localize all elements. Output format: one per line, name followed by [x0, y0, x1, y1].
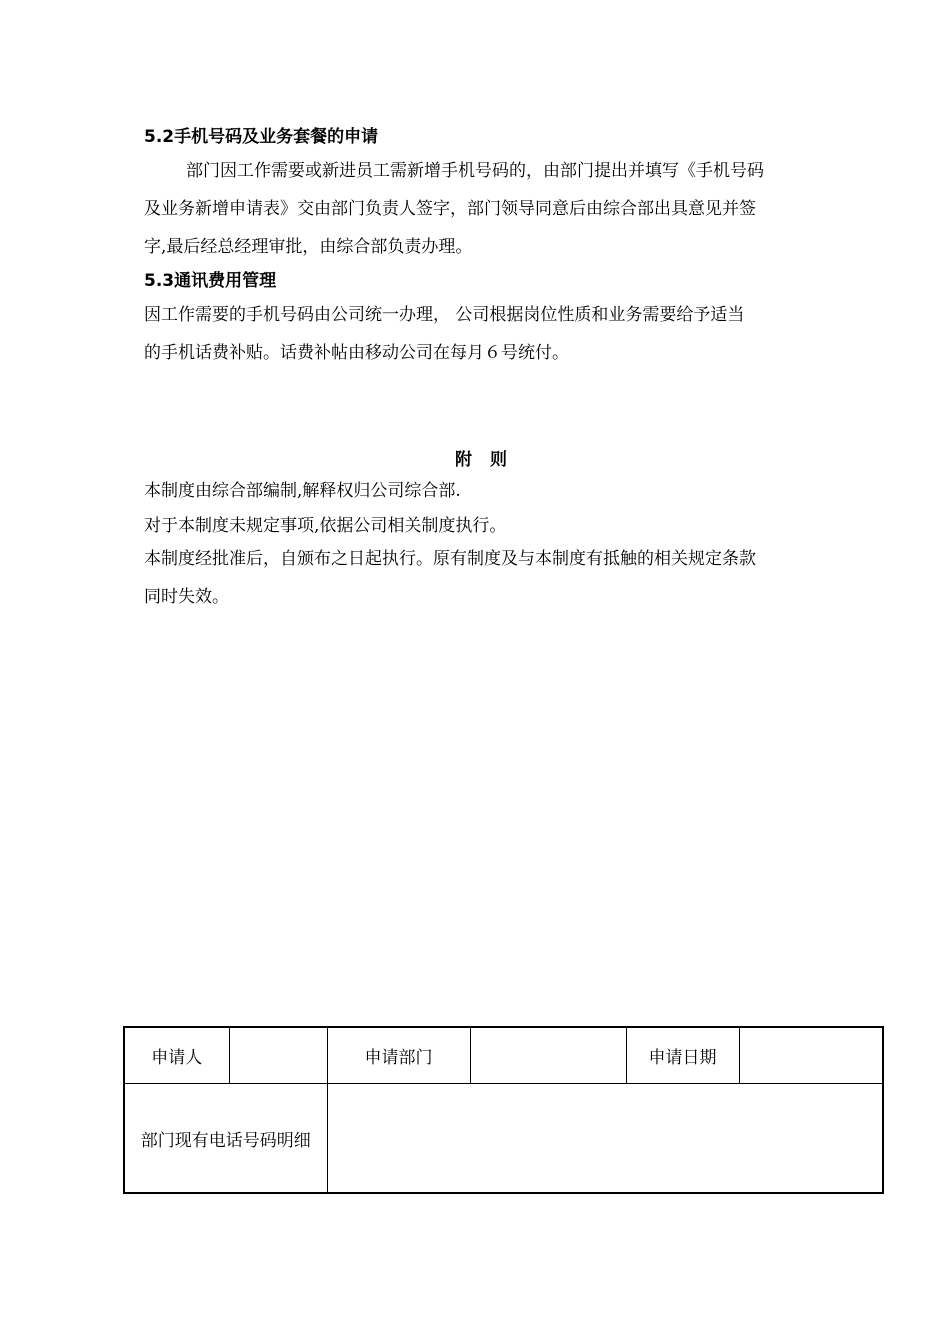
- appendix-line-2: 对于本制度未规定事项,依据公司相关制度执行。: [144, 516, 507, 536]
- phone-details-field[interactable]: [327, 1084, 883, 1194]
- applicant-label: 申请人: [124, 1027, 229, 1084]
- applicant-field[interactable]: [229, 1027, 327, 1084]
- department-field[interactable]: [470, 1027, 626, 1084]
- section-5-3-heading: 5.3通讯费用管理: [144, 271, 277, 291]
- section-5-2-heading: 5.2手机号码及业务套餐的申请: [144, 127, 379, 147]
- appendix-line-1: 本制度由综合部编制,解释权归公司综合部.: [144, 481, 461, 501]
- section-5-2-line-2: 及业务新增申请表》交由部门负责人签字，部门领导同意后由综合部出具意见并签: [144, 199, 756, 219]
- date-field[interactable]: [739, 1027, 883, 1084]
- appendix-line-4: 同时失效。: [144, 587, 229, 607]
- application-form-table: [123, 1026, 884, 1194]
- section-5-2-line-3: 字,最后经总经理审批，由综合部负责办理。: [144, 237, 473, 257]
- form-row-phone-details: [124, 1084, 883, 1194]
- section-5-3-line-1: 因工作需要的手机号码由公司统一办理， 公司根据岗位性质和业务需要给予适当: [144, 305, 745, 325]
- section-5-2-line-1: 部门因工作需要或新进员工需新增手机号码的，由部门提出并填写《手机号码: [186, 161, 764, 181]
- date-label: 申请日期: [626, 1027, 739, 1084]
- phone-details-label: 部门现有电话号码明细: [124, 1084, 327, 1194]
- appendix-title: 附则: [455, 450, 525, 470]
- section-5-3-line-2: 的手机话费补贴。话费补帖由移动公司在每月６号统付。: [144, 343, 569, 363]
- appendix-line-3: 本制度经批准后，自颁布之日起执行。原有制度及与本制度有抵触的相关规定条款: [144, 549, 756, 569]
- form-row-header: [124, 1027, 883, 1084]
- department-label: 申请部门: [327, 1027, 470, 1084]
